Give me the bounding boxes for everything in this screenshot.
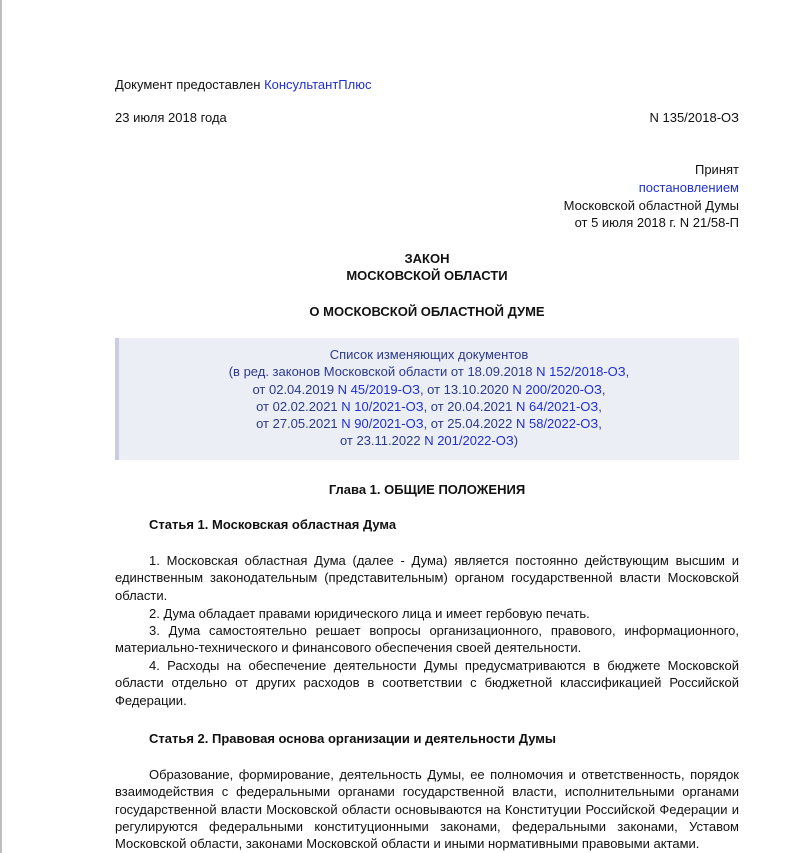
adopted-by: Московской областной Думы	[563, 198, 739, 213]
amendments-line-4: от 27.05.2021 N 90/2021-ОЗ, от 25.04.2022 N 58/2022-ОЗ,	[256, 416, 602, 432]
amendment-link[interactable]: N 200/2020-ОЗ	[512, 381, 602, 397]
amendments-box	[115, 338, 739, 460]
amendment-link[interactable]: N 64/2021-ОЗ	[515, 398, 599, 414]
amendment-link[interactable]: N 90/2021-ОЗ	[341, 416, 424, 432]
amendment-link[interactable]: N 45/2019-ОЗ	[337, 381, 420, 397]
resolution-link[interactable]: постановлением	[638, 180, 739, 195]
amendments-line-2: от 02.04.2019 N 45/2019-ОЗ, от 13.10.2020 N 200/2020-ОЗ,	[252, 381, 606, 397]
article-2-title: Статья 2. Правовая основа организации и деятельности Думы	[149, 731, 556, 746]
article-1-paragraph-3: 3. Дума самостоятельно решает вопросы организационного, правового, информационного, материально-технического и финансового обеспечения своей деятельности.	[115, 623, 739, 656]
amendments-line-1: (в ред. законов Московской области от 18.09.2018 N 152/2018-ОЗ,	[228, 364, 630, 380]
page-left-border	[0, 0, 2, 853]
consultant-plus-link[interactable]: КонсультантПлюс	[264, 77, 372, 92]
law-number: N 135/2018-ОЗ	[649, 110, 739, 125]
amendments-line-5: от 23.11.2022 N 201/2022-ОЗ)	[339, 433, 519, 449]
article-1-title: Статья 1. Московская областная Дума	[149, 517, 397, 532]
article-2-paragraph-1: Образование, формирование, деятельность Думы, ее полномочия и ответственность, порядок взаимодействия с федеральными органами государственной власти, исполнительными органами государственной власти Московской области основываются на Конституции Российской Федерации и регулируются федеральными конституционными законами, федеральными законами, Уставом Московской области, законами Московской области и иными нормативными правовыми актами.	[115, 767, 739, 852]
amendment-link[interactable]: N 10/2021-ОЗ	[341, 398, 424, 414]
law-date: 23 июля 2018 года	[115, 110, 227, 125]
provided-by-text: Документ предоставлен	[115, 77, 265, 92]
article-1-paragraph-2: 2. Дума обладает правами юридического лица и имеет гербовую печать.	[149, 606, 590, 621]
article-1-paragraph-4: 4. Расходы на обеспечение деятельности Думы предусматриваются в бюджете Московской области отдельно от других расходов в соответствии с бюджетной классификацией Российской Федерации.	[115, 658, 739, 708]
amendments-line-3: от 02.02.2021 N 10/2021-ОЗ, от 20.04.2021 N 64/2021-ОЗ,	[256, 398, 602, 414]
title-law: ЗАКОН	[404, 251, 450, 266]
article-1-paragraph-1: 1. Московская областная Дума (далее - Дума) является постоянно действующим высшим и единственным законодательным (представительным) органом государственной власти Московской области.	[115, 553, 739, 603]
title-subject: О МОСКОВСКОЙ ОБЛАСТНОЙ ДУМЕ	[309, 304, 545, 319]
provided-by-line	[115, 77, 371, 92]
amendment-link[interactable]: N 58/2022-ОЗ	[515, 416, 599, 432]
amendments-heading: Список изменяющих документов	[329, 347, 529, 362]
adoption-date: от 5 июля 2018 г. N 21/58-П	[574, 215, 739, 230]
amendment-link[interactable]: N 201/2022-ОЗ	[424, 433, 514, 449]
amendment-link[interactable]: N 152/2018-ОЗ	[536, 364, 626, 380]
adopted-label: Принят	[694, 162, 739, 177]
chapter-heading: Глава 1. ОБЩИЕ ПОЛОЖЕНИЯ	[328, 482, 526, 497]
title-region: МОСКОВСКОЙ ОБЛАСТИ	[346, 268, 508, 283]
